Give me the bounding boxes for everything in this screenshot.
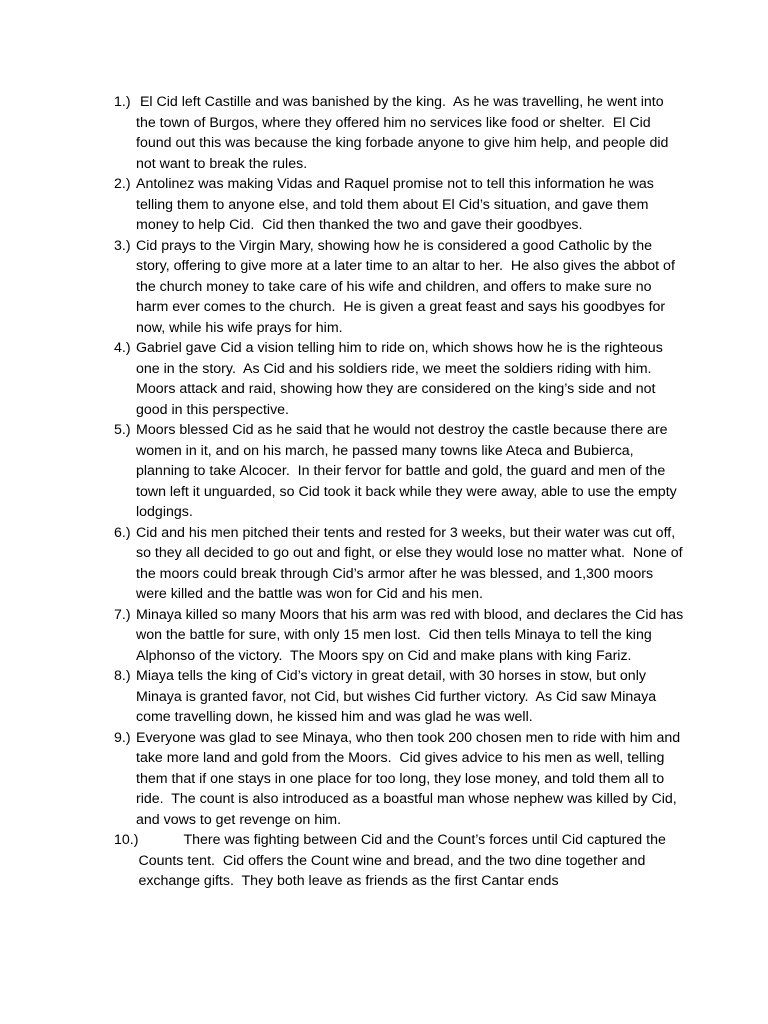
list-item-7 (114, 605, 688, 667)
list-item-8 (114, 666, 684, 728)
list-item-3 (114, 236, 684, 339)
list-text: Cid and his men pitched their tents and rested for 3 weeks, but their water was cut off, so they all decided to go out and fight, or else they would lose no matter what. None of the moors could break through Cid’s armor after he was blessed, and 1,300 moors were killed and the battle was won for Cid and his men. (136, 524, 687, 602)
list-text: Cid prays to the Virgin Mary, showing how he is considered a good Catholic by the story, offering to give more at a later time to an altar to her. He also gives the abbot of the church money to take care of his wife and children, and offers to make sure no harm ever comes to the church. He is given a great feast and says his goodbyes for now, while his wife prays for him. (136, 237, 679, 336)
list-item-5 (114, 420, 684, 523)
list-item-10 (114, 830, 684, 892)
list-item-2 (114, 174, 684, 236)
list-number: 10.) (114, 832, 139, 848)
list-text: El Cid left Castille and was banished by the king. As he was travelling, he went into the town of Burgos, where they offered him no services like food or shelter. El Cid found out this was because the king forbade anyone to give him help, and people did not want to break the rules. (136, 94, 673, 172)
list-text: There was fighting between Cid and the Count’s forces until Cid captured the Counts tent. Cid offers the Count wine and bread, and the two dine together and exchange gifts. They both leave as friends as the first Cantar ends (138, 832, 670, 889)
list-number: 3.) (114, 237, 131, 254)
list-item-9 (114, 728, 684, 831)
list-item-4 (114, 338, 684, 420)
list-number: 9.) (114, 729, 131, 746)
list-item-6 (114, 523, 687, 605)
list-number: 4.) (114, 340, 131, 356)
list-text: Minaya killed so many Moors that his arm was red with blood, and declares the Cid has won the battle for sure, with only 15 men lost. Cid then tells Minaya to tell the king Alphonso of the victory. The Moors spy on Cid and make plans with king Fariz. (136, 606, 688, 664)
list-item-1 (114, 92, 684, 174)
list-number: 8.) (114, 668, 131, 684)
list-text: Miaya tells the king of Cid’s victory in great detail, with 30 horses in stow, but only Minaya is granted favor, not Cid, but wishes Cid further victory. As Cid saw Minaya come travelling down, he kissed him and was glad he was well. (136, 668, 661, 725)
document-page (114, 92, 688, 892)
list-number: 6.) (114, 524, 131, 541)
numbered-list (114, 92, 688, 892)
list-number: 2.) (114, 176, 131, 192)
list-text: Everyone was glad to see Minaya, who then took 200 chosen men to ride with him and take more land and gold from the Moors. Cid gives advice to his men as well, telling them that if one stays in one place for too long, they lose money, and told them all to ride. The count is also introduced as a boastful man whose nephew was killed by Cid, and vows to get revenge on him. (136, 729, 685, 828)
list-text: Antolinez was making Vidas and Raquel promise not to tell this information he was telling them to anyone else, and told them about El Cid’s situation, and gave them money to help Cid. Cid then thanked the two and gave their goodbyes. (136, 176, 658, 233)
list-number: 1.) (114, 94, 131, 110)
list-text: Moors blessed Cid as he said that he would not destroy the castle because there are women in it, and on his march, he passed many towns like Ateca and Bubierca, planning to take Alcocer. In their fervor for battle and gold, the guard and men of the town left it unguarded, so Cid took it back while they were away, able to use the empty lodgings. (136, 422, 681, 520)
list-text: Gabriel gave Cid a vision telling him to ride on, which shows how he is the righteous one in the story. As Cid and his soldiers ride, we meet the soldiers riding with him. Moors attack and raid, showing how they are considered on the king’s side and not good in this perspective. (136, 340, 667, 418)
list-number: 5.) (114, 422, 131, 438)
list-number: 7.) (114, 606, 131, 623)
